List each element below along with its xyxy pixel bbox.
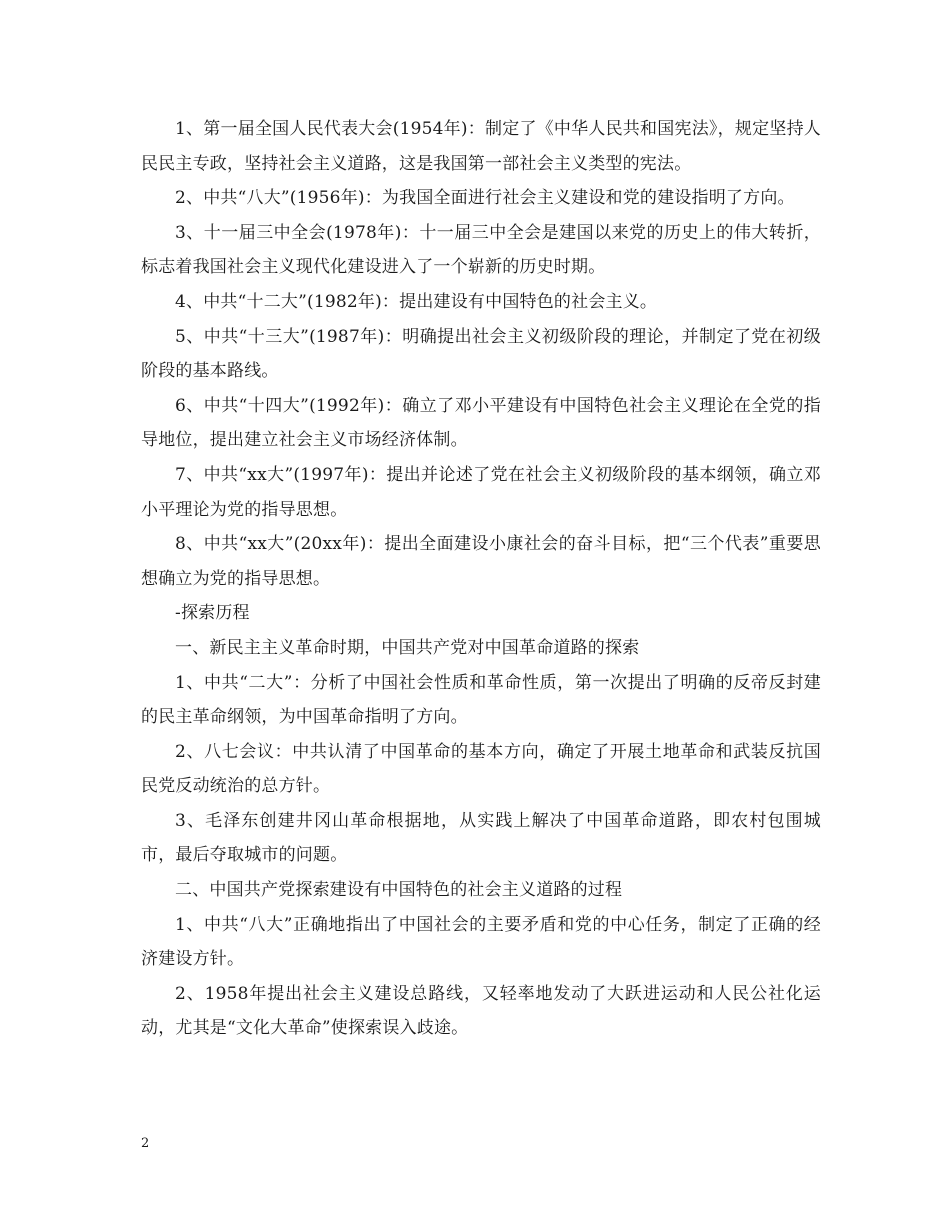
paragraph-second-congress: 1、中共“二大”：分析了中国社会性质和革命性质，第一次提出了明确的反帝反封建的民主革命纲领，为中国革命指明了方向。	[141, 672, 821, 728]
paragraph-eighth-congress: 2、中共“八大”(1956年)：为我国全面进行社会主义建设和党的建设指明了方向。	[175, 188, 795, 209]
paragraph-jinggangshan: 3、毛泽东创建井冈山革命根据地，从实践上解决了中国革命道路，即农村包围城市，最后夺取城市的问题。	[141, 810, 821, 866]
section-heading-exploration: -探索历程	[175, 603, 250, 624]
paragraph-1954-constitution: 1、第一届全国人民代表大会(1954年)：制定了《中华人民共和国宪法》，规定坚持人民民主专政，坚持社会主义道路，这是我国第一部社会主义类型的宪法。	[141, 119, 821, 174]
paragraph-1997-congress: 7、中共“xx大”(1997年)：提出并论述了党在社会主义初级阶段的基本纲领，确立邓小平理论为党的指导思想。	[141, 464, 821, 520]
page-number: 2	[141, 1136, 150, 1151]
paragraph-third-plenum: 3、十一届三中全会(1978年)：十一届三中全会是建国以来党的历史上的伟大转折，标志着我国社会主义现代化建设进入了一个崭新的历史时期。	[141, 222, 821, 278]
paragraph-august-seventh-meeting: 2、八七会议：中共认清了中国革命的基本方向，确定了开展土地革命和武装反抗国民党反动统治的总方针。	[141, 741, 821, 797]
section-heading-new-democratic: 一、新民主主义革命时期，中国共产党对中国革命道路的探索	[175, 637, 640, 658]
paragraph-eighth-congress-tasks: 1、中共“八大”正确地指出了中国社会的主要矛盾和党的中心任务，制定了正确的经济建设方针。	[141, 914, 821, 970]
section-heading-socialist-road: 二、中国共产党探索建设有中国特色的社会主义道路的过程	[175, 880, 623, 901]
paragraph-thirteenth-congress: 5、中共“十三大”(1987年)：明确提出社会主义初级阶段的理论，并制定了党在初级阶段的基本路线。	[141, 326, 821, 382]
paragraph-fourteenth-congress: 6、中共“十四大”(1992年)：确立了邓小平建设有中国特色社会主义理论在全党的指导地位，提出建立社会主义市场经济体制。	[141, 395, 821, 451]
paragraph-1958-general-line: 2、1958年提出社会主义建设总路线，又轻率地发动了大跃进运动和人民公社化运动，尤其是“文化大革命”使探索误入歧途。	[141, 983, 821, 1039]
paragraph-twelfth-congress: 4、中共“十二大”(1982年)：提出建设有中国特色的社会主义。	[175, 291, 658, 312]
document-body	[141, 112, 821, 1046]
paragraph-20xx-congress: 8、中共“xx大”(20xx年)：提出全面建设小康社会的奋斗目标，把“三个代表”重要思想确立为党的指导思想。	[141, 534, 821, 589]
